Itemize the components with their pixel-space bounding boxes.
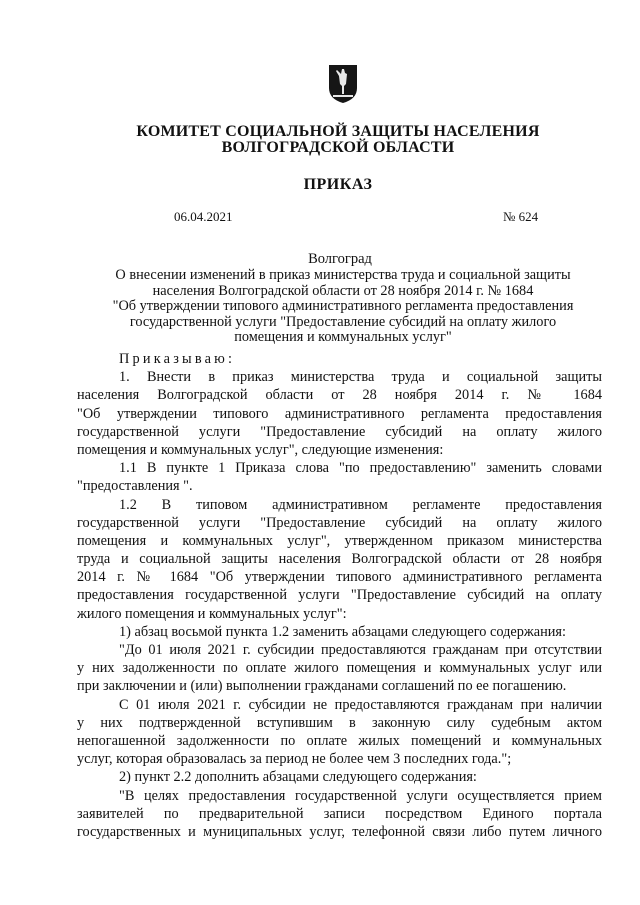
body-line: государственных и муниципальных услуг, телефонной связи либо путем личного	[77, 823, 602, 840]
body-line: помещения и коммунальных услуг", утвержденном приказом министерства	[77, 532, 602, 549]
body-line: государственной услуги "Предоставление субсидий на оплату жилого	[77, 514, 602, 531]
document-date: 06.04.2021	[174, 209, 233, 224]
document-number: № 624	[503, 209, 539, 224]
document-subject	[78, 268, 608, 346]
document-city: Волгоград	[308, 251, 372, 267]
body-line: "В целях предоставления государственной услуги осуществляется прием	[119, 787, 602, 804]
volgograd-coat-of-arms-icon	[328, 64, 358, 104]
organization-name-line-2: ВОЛГОГРАДСКОЙ ОБЛАСТИ	[221, 139, 455, 156]
body-line: 2014 г. № 1684 "Об утверждении типового административного регламента	[77, 569, 602, 586]
body-line: 1.1 В пункте 1 Приказа слова "по предоставлению" заменить словами	[119, 460, 602, 477]
body-line: "До 01 июля 2021 г. субсидии предоставляются гражданам при отсутствии	[119, 642, 602, 658]
subject-line: государственной услуги "Предоставление субсидий на оплату жилого	[129, 313, 557, 330]
body-line: государственной услуги "Предоставление субсидий на оплату жилого	[77, 423, 602, 440]
body-line: жилого помещения и коммунальных услуг":	[77, 605, 347, 622]
body-line: "Об утверждении типового административного регламента предоставления	[77, 405, 602, 422]
organization-name-line-1: КОМИТЕТ СОЦИАЛЬНОЙ ЗАЩИТЫ НАСЕЛЕНИЯ	[136, 123, 540, 140]
body-line: предоставления государственной услуги "Предоставление субсидий на оплату	[77, 587, 602, 604]
body-line: заявителей по предварительной записи посредством Единого портала	[77, 805, 602, 822]
body-line: у них задолженности по оплате жилого помещения и коммунальных услуг или	[77, 660, 602, 677]
body-line: 1.2 В типовом административном регламенте предоставления	[119, 496, 602, 513]
body-line: труда и социальной защиты населения Волгоградской области от 28 ноября	[77, 551, 602, 568]
subject-line: помещения и коммунальных услуг"	[234, 329, 452, 345]
body-line: помещения и коммунальных услуг", следующие изменения:	[77, 441, 444, 458]
document-body	[77, 350, 602, 841]
subject-line: О внесении изменений в приказ министерства труда и социальной защиты	[115, 267, 571, 283]
body-line: услуг, которая образовалась за период не более чем 3 последних года.";	[77, 751, 512, 768]
document-type-title: ПРИКАЗ	[303, 176, 373, 193]
body-line: 1) абзац восьмой пункта 1.2 заменить абзацами следующего содержания:	[119, 623, 566, 640]
body-line: при заключении и (или) выполнении гражданами соглашений по ее погашению.	[77, 678, 567, 695]
body-line: населения Волгоградской области от 28 ноября 2014 г. № 1684	[77, 387, 602, 404]
body-line: 1. Внести в приказ министерства труда и социальной защиты	[119, 369, 602, 386]
body-line: С 01 июля 2021 г. субсидии не предоставляются гражданам при наличии	[119, 696, 602, 713]
body-line: 2) пункт 2.2 дополнить абзацами следующего содержания:	[119, 769, 477, 786]
subject-line: населения Волгоградской области от 28 ноября 2014 г. № 1684	[152, 282, 534, 299]
body-line: непогашенной задолженности по оплате жилых помещений и коммунальных	[77, 732, 602, 749]
order-word: Приказываю:	[119, 351, 236, 367]
subject-line: "Об утверждении типового административного регламента предоставления	[112, 298, 574, 314]
body-line: "предоставления ".	[77, 478, 193, 495]
body-line: у них подтвержденной вступившим в законную силу судебным актом	[77, 714, 602, 731]
